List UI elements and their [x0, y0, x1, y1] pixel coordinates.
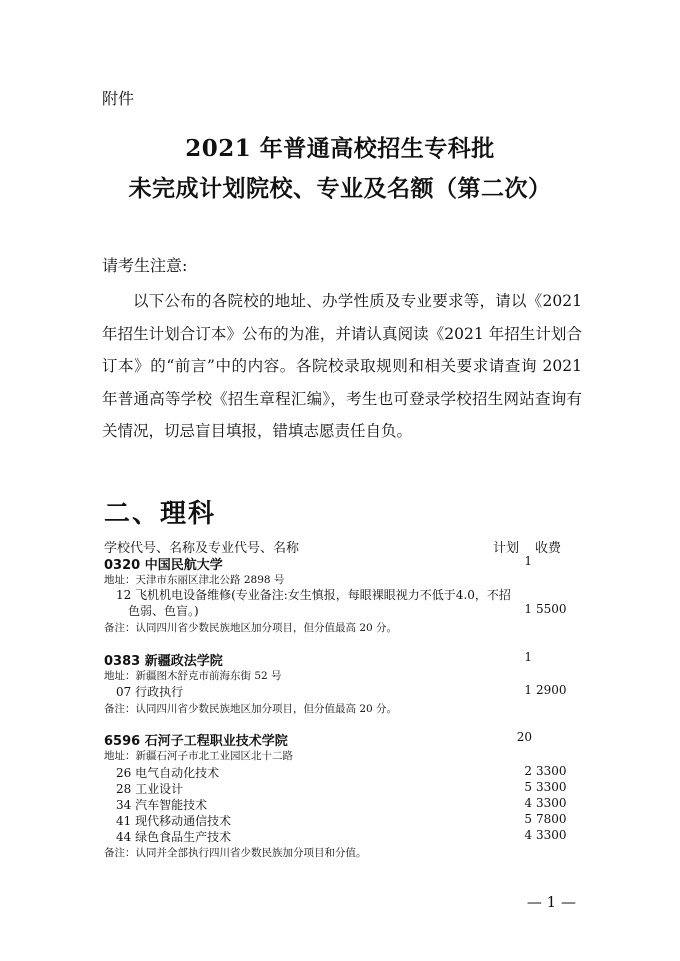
- major-fee: 3300: [536, 796, 567, 810]
- major-name: 28 工业设计: [116, 782, 184, 796]
- major-plan: 5: [524, 780, 532, 794]
- major-name: 44 绿色食品生产技术: [116, 830, 232, 844]
- school-address: 地址：新疆图木舒克市前海东街 52 号: [104, 670, 282, 682]
- major-fee: 3300: [536, 828, 567, 842]
- page-number-text: — 1 —: [526, 893, 576, 911]
- major-row: [104, 796, 584, 812]
- major-name-continued: 色弱、色盲。): [128, 604, 199, 618]
- school-row: [104, 554, 584, 572]
- school-name: 0383 新疆政法学院: [104, 654, 223, 669]
- school-remark: 备注：认同四川省少数民族地区加分项目，但分值最高 20 分。: [104, 703, 398, 715]
- major-name: 34 汽车智能技术: [116, 798, 208, 812]
- major-name: 41 现代移动通信技术: [116, 814, 232, 828]
- major-fee: 3300: [536, 780, 567, 794]
- major-row: [104, 764, 584, 780]
- major-plan: 2: [524, 764, 532, 778]
- document-title-line1: 2021 年普通高校招生专科批: [185, 135, 495, 162]
- notice-body: 以下公布的各院校的地址、办学性质及专业要求等，请以《2021 年招生计划合订本》公布的为准，并请认真阅读《2021 年招生计划合订本》的“前言”中的内容。各院校录取规则和相关要求请查询 2021 年普通高等学校《招生章程汇编》，考生也可登录学校招生网站查询有关情况，切忌盲目填报，错填志愿责任自负。: [102, 292, 582, 440]
- major-fee: 3300: [536, 764, 567, 778]
- major-row: [104, 683, 584, 699]
- school-address: 地址：天津市东丽区津北公路 2898 号: [104, 574, 285, 586]
- major-row: [104, 586, 584, 602]
- column-header-fee: 收费: [535, 541, 562, 556]
- major-plan: 1: [524, 683, 532, 697]
- school-plan: 20: [516, 730, 532, 744]
- page-number: [0, 893, 680, 911]
- major-fee: 7800: [536, 812, 567, 826]
- section-heading: 二、理科: [104, 499, 217, 529]
- column-header-school: 学校代号、名称及专业代号、名称: [104, 541, 300, 556]
- major-row: [104, 812, 584, 828]
- school-row: [104, 650, 584, 668]
- major-row: [104, 780, 584, 796]
- major-row-cont: [104, 602, 584, 618]
- major-fee: 5500: [536, 602, 567, 616]
- major-plan: 5: [524, 812, 532, 826]
- school-plan: 1: [524, 554, 532, 568]
- school-row: [104, 730, 584, 748]
- major-name: 26 电气自动化技术: [116, 766, 220, 780]
- school-remark: 备注：认同四川省少数民族地区加分项目，但分值最高 20 分。: [104, 622, 398, 634]
- school-plan: 1: [524, 650, 532, 664]
- notice-heading: 请考生注意:: [102, 256, 188, 275]
- major-name: 12 飞机机电设备维修(专业备注:女生慎报，每眼裸眼视力不低于4.0，不招: [116, 588, 511, 602]
- major-row: [104, 828, 584, 844]
- major-fee: 2900: [536, 683, 567, 697]
- attachment-label: 附件: [102, 89, 135, 108]
- major-plan: 1: [524, 602, 532, 616]
- major-name: 07 行政执行: [116, 685, 184, 699]
- school-address: 地址：新疆石河子市北工业园区北十二路: [104, 750, 293, 762]
- school-name: 0320 中国民航大学: [104, 558, 223, 573]
- major-plan: 4: [524, 828, 532, 842]
- school-remark: 备注：认同并全部执行四川省少数民族加分项目和分值。: [104, 847, 367, 859]
- school-name: 6596 石河子工程职业技术学院: [104, 734, 288, 749]
- document-title-line2: 未完成计划院校、专业及名额（第二次）: [128, 175, 552, 202]
- major-plan: 4: [524, 796, 532, 810]
- column-header-plan: 计划: [493, 541, 520, 556]
